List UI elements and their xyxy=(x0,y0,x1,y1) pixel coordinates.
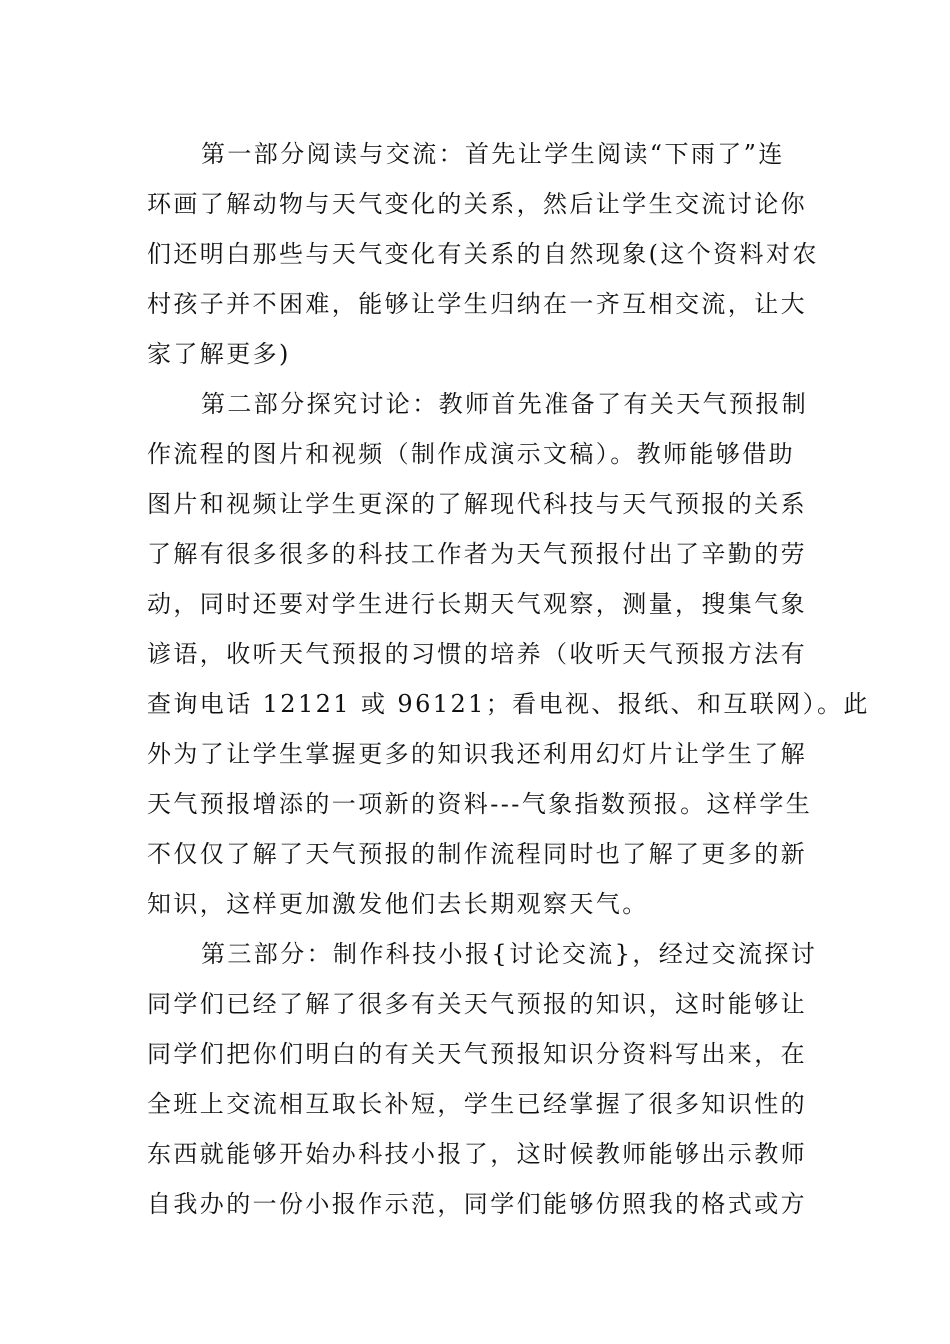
text-line: 第三部分：制作科技小报{讨论交流}，经过交流探讨 xyxy=(201,940,818,968)
text-line: 作流程的图片和视频（制作成演示文稿）。教师能够借助 xyxy=(147,440,795,468)
text-line: 第二部分探究讨论：教师首先准备了有关天气预报制 xyxy=(201,390,809,418)
text-line: 全班上交流相互取长补短，学生已经掌握了很多知识性的 xyxy=(147,1090,807,1118)
text-line: 村孩子并不困难，能够让学生归纳在一齐互相交流，让大 xyxy=(147,290,807,318)
text-line: 环画了解动物与天气变化的关系，然后让学生交流讨论你 xyxy=(147,190,807,218)
paragraph-part-two xyxy=(147,379,870,929)
text-line: 不仅仅了解了天气预报的制作流程同时也了解了更多的新 xyxy=(147,840,807,868)
text-line: 图片和视频让学生更深的了解现代科技与天气预报的关系 xyxy=(147,490,807,518)
text-line: 东西就能够开始办科技小报了，这时候教师能够出示教师 xyxy=(147,1140,807,1168)
text-line: 自我办的一份小报作示范，同学们能够仿照我的格式或方 xyxy=(147,1190,807,1218)
text-line: 同学们已经了解了很多有关天气预报的知识，这时能够让 xyxy=(147,990,807,1018)
text-line: 天气预报增添的一项新的资料---气象指数预报。这样学生 xyxy=(147,790,813,818)
text-line: 家了解更多) xyxy=(147,340,291,368)
text-line: 同学们把你们明白的有关天气预报知识分资料写出来，在 xyxy=(147,1040,807,1068)
text-line: 了解有很多很多的科技工作者为天气预报付出了辛勤的劳 xyxy=(147,540,807,568)
text-line: 外为了让学生掌握更多的知识我还利用幻灯片让学生了解 xyxy=(147,740,807,768)
paragraph-part-three xyxy=(147,929,818,1229)
paragraph-part-one xyxy=(147,129,819,379)
text-line: 谚语，收听天气预报的习惯的培养（收听天气预报方法有 xyxy=(147,640,807,668)
text-line: 知识，这样更加激发他们去长期观察天气。 xyxy=(147,890,649,918)
text-line: 动，同时还要对学生进行长期天气观察，测量，搜集气象 xyxy=(147,590,807,618)
document-body xyxy=(147,129,870,1229)
text-line: 第一部分阅读与交流：首先让学生阅读“下雨了”连 xyxy=(201,140,785,168)
text-line: 们还明白那些与天气变化有关系的自然现象(这个资料对农 xyxy=(147,240,819,268)
text-line: 查询电话 12121 或 96121；看电视、报纸、和互联网）。此 xyxy=(147,690,870,718)
